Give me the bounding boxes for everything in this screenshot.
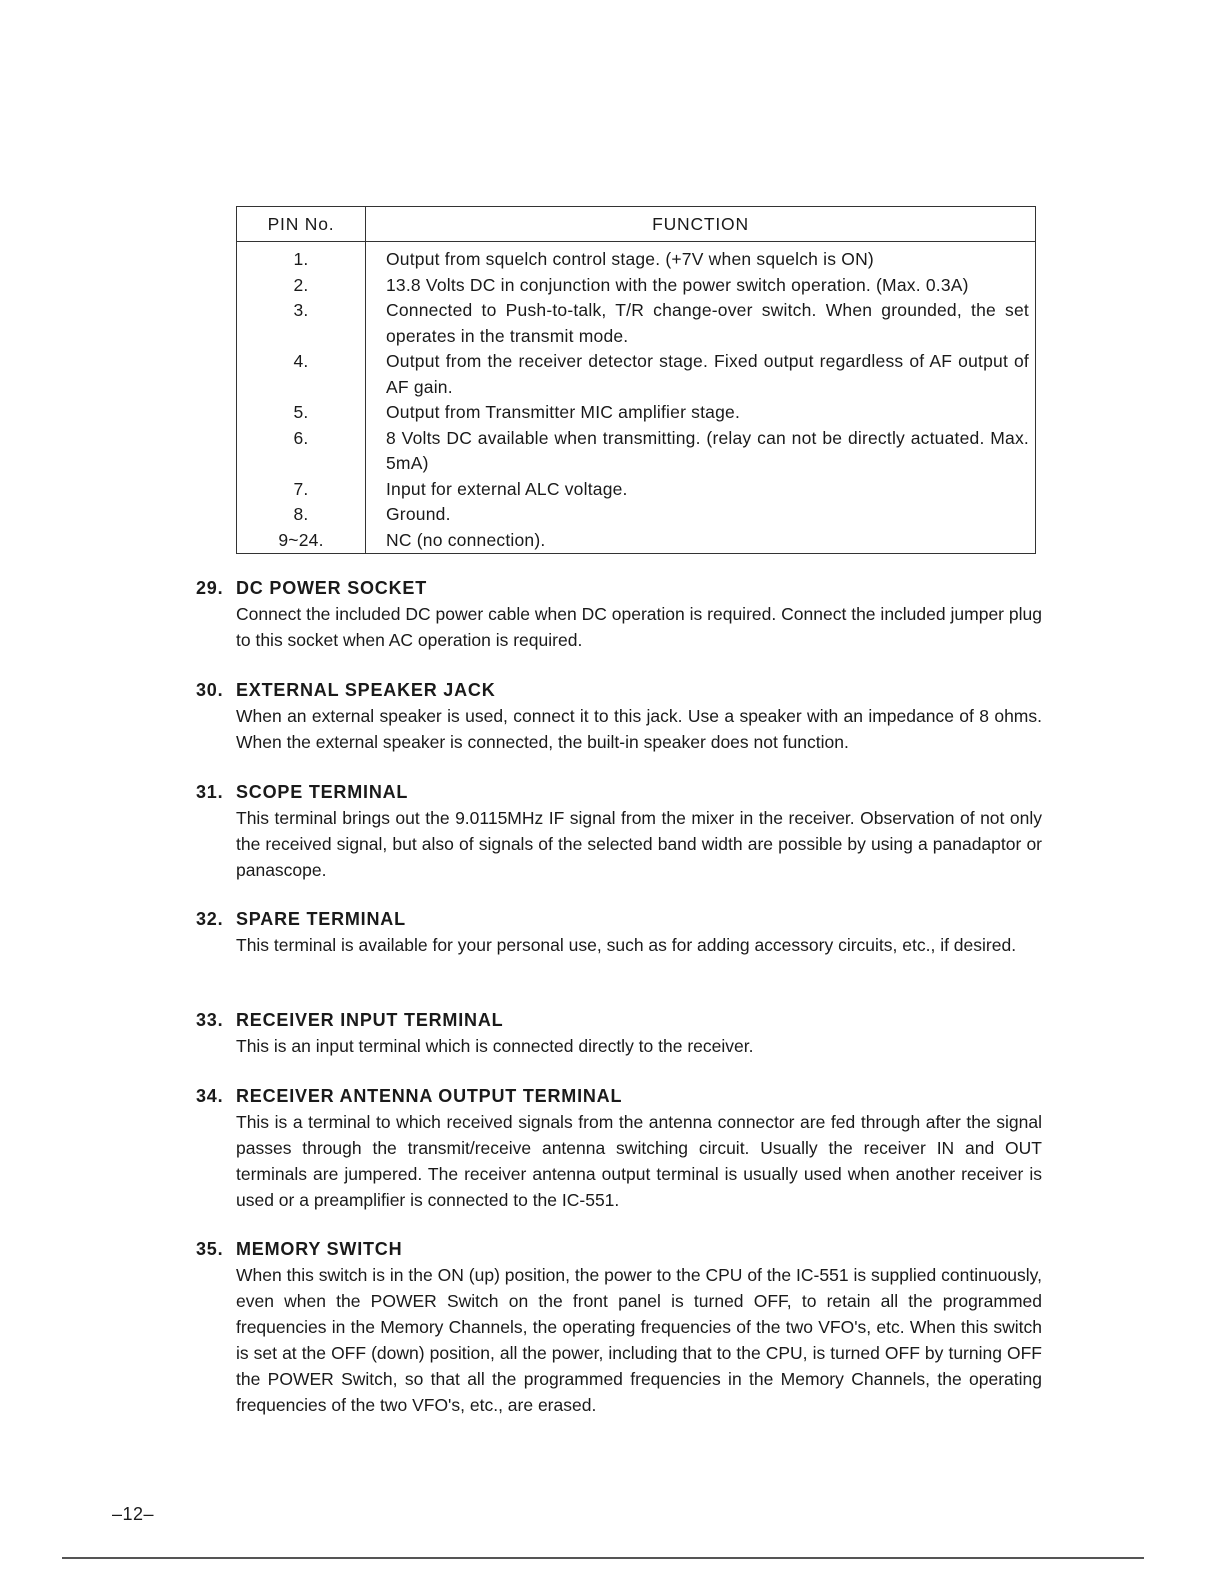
pin-number: 2. [237,273,366,299]
section-spare-terminal [196,906,1042,958]
pin-function: 8 Volts DC available when transmitting. (relay can not be directly actuated. Max. 5mA) [386,427,1029,473]
section-body: This is a terminal to which received signals from the antenna connector are fed through after the signal passes through the transmit/receive antenna switching circuit. Usually the receiver IN and OUT terminals are jumpered. The receiver antenna output terminal is usually used when another receiver is used or a preamplifier is connected to the IC-551. [236,1112,1042,1210]
pin-number: 3. [237,298,366,349]
pin-number: 1. [237,242,366,273]
section-title: RECEIVER ANTENNA OUTPUT TERMINAL [236,1086,623,1106]
pin-number: 4. [237,349,366,400]
pin-function: Input for external ALC voltage. [386,478,628,499]
function-header: FUNCTION [366,207,1036,242]
section-number: 32. [196,909,224,929]
section-number: 31. [196,782,224,802]
section-scope-terminal [196,779,1042,883]
table-row [237,528,1036,554]
section-receiver-antenna-output-terminal [196,1083,1042,1213]
section-body: This terminal is available for your personal use, such as for adding accessory circuits, etc., if desired. [236,935,1017,955]
table-header-row [237,207,1036,242]
section-title: RECEIVER INPUT TERMINAL [236,1010,504,1030]
table-row [237,242,1036,273]
pin-number: 8. [237,502,366,528]
section-heading [196,575,1042,601]
section-receiver-input-terminal [196,1007,1042,1059]
pin-function: Connected to Push-to-talk, T/R change-over switch. When grounded, the set operates in the transmit mode. [386,300,1029,346]
section-heading [196,1083,1042,1109]
pin-function: Output from Transmitter MIC amplifier stage. [386,402,741,422]
section-body: This is an input terminal which is connected directly to the receiver. [236,1036,754,1056]
table-row [237,502,1036,528]
section-external-speaker-jack [196,677,1042,755]
section-heading [196,1236,1042,1262]
section-body: This terminal brings out the 9.0115MHz IF signal from the mixer in the receiver. Observation of not only the received signal, but also of signals of the selected band width are possible by using a panadaptor or panascope. [236,808,1042,880]
pin-number: 7. [237,477,366,503]
section-heading [196,677,1042,703]
table-row [237,298,1036,349]
section-title: SPARE TERMINAL [236,909,406,929]
table-row [237,273,1036,299]
section-number: 30. [196,680,224,700]
section-title: EXTERNAL SPEAKER JACK [236,680,496,700]
pin-function: Ground. [386,504,451,524]
section-number: 33. [196,1010,224,1030]
table-row [237,349,1036,400]
page-number: –12– [112,1504,155,1524]
section-title: SCOPE TERMINAL [236,782,409,802]
pin-function: Output from squelch control stage. (+7V when squelch is ON) [386,249,874,269]
section-title: DC POWER SOCKET [236,578,428,598]
section-body: When this switch is in the ON (up) position, the power to the CPU of the IC-551 is supplied continuously, even when the POWER Switch on the front panel is turned OFF, to retain all the programmed frequencies in the Memory Channels, the operating frequencies of the two VFO's, etc. When this switch is set at the OFF (down) position, all the power, including that to the CPU, is turned OFF by turning OFF the POWER Switch, so that all the programmed frequencies in the Memory Channels, the operating frequencies of the two VFO's, etc., are erased. [236,1265,1042,1415]
section-heading [196,906,1042,932]
table-row [237,400,1036,426]
pin-number: 6. [237,426,366,477]
pin-number: 5. [237,400,366,426]
table-row [237,426,1036,477]
section-body: When an external speaker is used, connect it to this jack. Use a speaker with an impedance of 8 ohms. When the external speaker is connected, the built-in speaker does not function. [236,706,1042,752]
section-title: MEMORY SWITCH [236,1239,403,1259]
pin-no-header: PIN No. [237,207,366,242]
pin-function: NC (no connection). [386,529,546,550]
pin-function: 13.8 Volts DC in conjunction with the power switch operation. (Max. 0.3A) [386,274,969,295]
section-number: 34. [196,1086,224,1106]
section-number: 29. [196,578,224,598]
section-memory-switch [196,1236,1042,1418]
section-number: 35. [196,1239,224,1259]
pin-number: 9~24. [237,528,366,554]
footer-divider [62,1557,1144,1559]
section-heading [196,779,1042,805]
table-row [237,477,1036,503]
pin-function: Output from the receiver detector stage. Fixed output regardless of AF output of AF gain. [386,351,1029,397]
section-dc-power-socket [196,575,1042,653]
section-body: Connect the included DC power cable when DC operation is required. Connect the included jumper plug to this socket when AC operation is required. [236,604,1042,650]
pin-function-table [236,206,1036,554]
section-heading [196,1007,1042,1033]
